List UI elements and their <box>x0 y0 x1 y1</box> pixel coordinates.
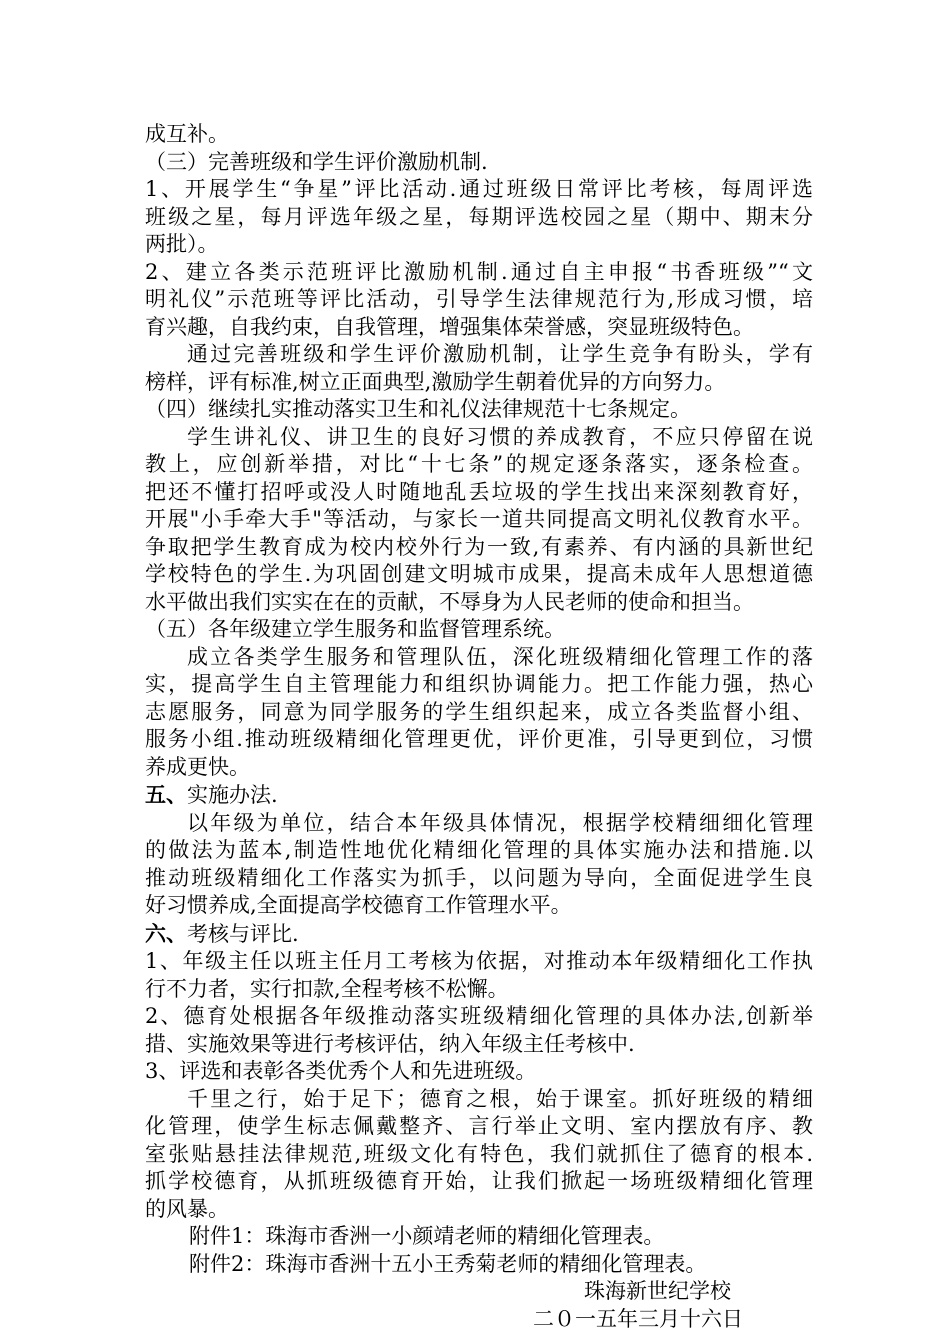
paragraph-line: 2、建立各类示范班评比激励机制.通过自主申报“书香班级”“文 <box>145 259 813 284</box>
paragraph-line: 化管理，使学生标志佩戴整齐、言行举止文明、室内摆放有序、教 <box>145 1114 813 1138</box>
signature-school: 珠海新世纪学校 <box>584 1279 731 1303</box>
section-heading-3: （三）完善班级和学生评价激励机制. <box>145 149 488 174</box>
paragraph-line: 抓学校德育，从抓班级德育开始，让我们掀起一场班级精细化管理 <box>145 1169 813 1193</box>
paragraph-line: 争取把学生教育成为校内校外行为一致,有素养、有内涵的具新世纪 <box>145 534 813 559</box>
paragraph-line: 实，提高学生自主管理能力和组织协调能力。把工作能力强，热心 <box>145 672 813 696</box>
section-heading-five <box>145 781 813 810</box>
paragraph-line: 3、评选和表彰各类优秀个人和先进班级。 <box>145 1059 537 1083</box>
paragraph-line: 两批）。 <box>145 232 219 256</box>
paragraph-line: 室张贴悬挂法律规范,班级文化有特色，我们就抓住了德育的根本. <box>145 1141 813 1166</box>
paragraph-line: 好习惯养成,全面提高学校德育工作管理水平。 <box>145 893 572 917</box>
paragraph-line: 通过完善班级和学生评价激励机制，让学生竞争有盼头，学有 <box>187 342 813 366</box>
section-title: 实施办法. <box>187 783 278 807</box>
paragraph-line: 水平做出我们实实在在的贡献，不辱身为人民老师的使命和担当。 <box>145 589 754 614</box>
attachment-line: 附件1：珠海市香洲一小颜靖老师的精细化管理表。 <box>189 1224 665 1248</box>
section-number: 五、 <box>145 782 187 807</box>
paragraph-line: 志愿服务，同意为同学服务的学生组织起来，成立各类监督小组、 <box>145 699 813 724</box>
paragraph-line: 班级之星，每月评选年级之星，每期评选校园之星（期中、期末分 <box>145 204 813 229</box>
paragraph-line: 榜样，评有标准,树立正面典型,激励学生朝着优异的方向努力。 <box>145 369 726 394</box>
paragraph-line: 以年级为单位，结合本年级具体情况，根据学校精细细化管理 <box>187 810 813 835</box>
paragraph-line: 教上，应创新举措，对比“十七条”的规定逐条落实，逐条检查。 <box>145 452 813 476</box>
paragraph-line: 2、德育处根据各年级推动落实班级精细化管理的具体办法,创新举 <box>145 1004 813 1028</box>
paragraph-line: 学校特色的学生.为巩固创建文明城市成果，提高未成年人思想道德 <box>145 562 813 586</box>
paragraph-line: 的风暴。 <box>145 1196 229 1221</box>
section-heading-4: （四）继续扎实推动落实卫生和礼仪法律规范十七条规定。 <box>145 397 691 421</box>
paragraph-line: 推动班级精细化工作落实为抓手，以问题为导向，全面促进学生良 <box>145 865 813 890</box>
signature-date: 二０一五年三月十六日 <box>533 1306 743 1331</box>
paragraph-line: 明礼仪”示范班等评比活动，引导学生法律规范行为,形成习惯，培 <box>145 287 813 311</box>
paragraph-line: 措、实施效果等进行考核评估，纳入年级主任考核中. <box>145 1031 635 1056</box>
paragraph-line: 养成更快。 <box>145 754 250 779</box>
paragraph-line: 学生讲礼仪、讲卫生的良好习惯的养成教育，不应只停留在说 <box>187 424 813 449</box>
paragraph-line: 服务小组.推动班级精细化管理更优，评价更准，引导更到位，习惯 <box>145 727 813 751</box>
paragraph-line: 成立各类学生服务和管理队伍，深化班级精细化管理工作的落 <box>187 644 813 669</box>
paragraph-line: 行不力者，实行扣款,全程考核不松懈。 <box>145 976 509 1001</box>
paragraph-line: 育兴趣，自我约束，自我管理，增强集体荣誉感，突显班级特色。 <box>145 314 754 339</box>
paragraph-line: 成互补。 <box>145 122 229 146</box>
section-title: 考核与评比. <box>187 921 299 946</box>
attachment-line: 附件2：珠海市香洲十五小王秀菊老师的精细化管理表。 <box>189 1251 707 1276</box>
paragraph-line: 把还不懂打招呼或没人时随地乱丢垃圾的学生找出来深刻教育好， <box>145 479 813 504</box>
paragraph-line: 的做法为蓝本,制造性地优化精细化管理的具体实施办法和措施.以 <box>145 838 813 862</box>
paragraph-line: 千里之行，始于足下；德育之根，始于课室。抓好班级的精细 <box>187 1086 813 1111</box>
paragraph-line: 1、年级主任以班主任月工考核为依据，对推动本年级精细化工作执 <box>145 949 813 973</box>
section-number: 六、 <box>145 920 187 946</box>
document-body <box>145 121 813 1333</box>
paragraph-line: 开展"小手牵大手"等活动，与家长一道共同提高文明礼仪教育水平。 <box>145 507 813 531</box>
section-heading-six <box>145 920 813 949</box>
paragraph-line: 1、开展学生“争星”评比活动.通过班级日常评比考核，每周评选 <box>145 177 813 201</box>
section-heading-5: （五）各年级建立学生服务和监督管理系统。 <box>145 617 565 641</box>
